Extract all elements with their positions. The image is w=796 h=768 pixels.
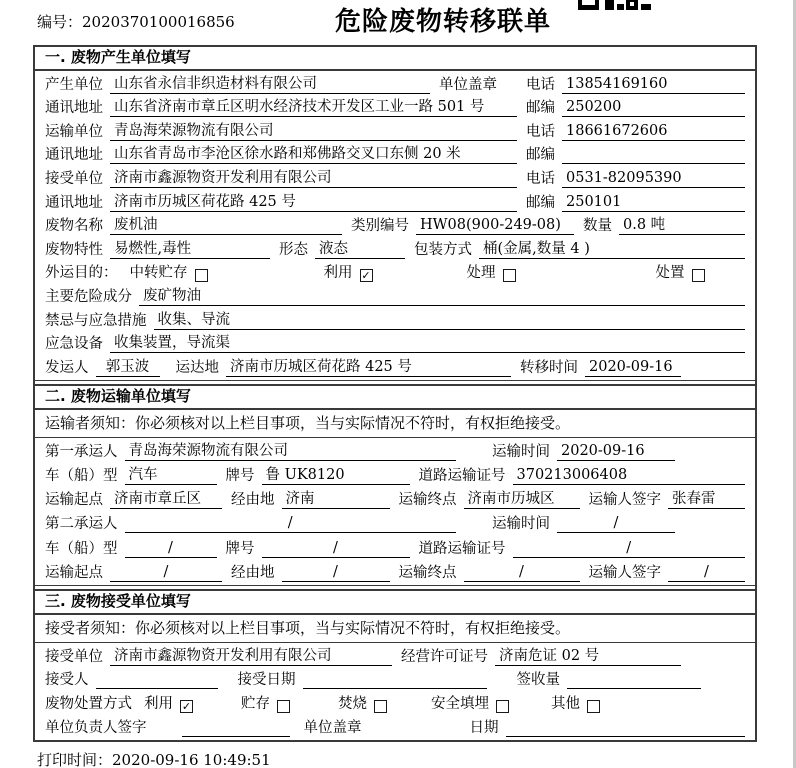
packing-value: 桶(金属,数量 4 ) <box>479 241 745 259</box>
signed-quantity-value <box>567 672 701 689</box>
zip-label: 邮编 <box>526 147 555 164</box>
purpose-option <box>656 265 705 282</box>
unit-seal-label: 单位盖章 <box>303 720 362 737</box>
plate-number-label: 牌号 <box>225 540 255 557</box>
plate-number-value: 鲁 UK8120 <box>262 467 410 485</box>
notice-text: 你必须核对以上栏目事项，当与实际情况不符时，有权拒绝接受。 <box>135 413 571 432</box>
receiver-address-value: 济南市历城区荷花路 425 号 <box>110 194 517 212</box>
destination-label: 运达地 <box>175 359 219 376</box>
row-transporter <box>35 120 755 144</box>
transfer-time-value: 2020-09-16 <box>585 359 681 377</box>
zip-label: 邮编 <box>526 194 555 211</box>
checkbox-unchecked[interactable] <box>374 700 387 713</box>
producer-unit-value: 山东省永信非织造材料有限公司 <box>110 76 430 94</box>
phone-label: 电话 <box>526 170 555 187</box>
row-producer-address <box>35 97 755 121</box>
row-taboo-measures <box>35 309 755 333</box>
first-carrier-value: 青岛海荣源物流有限公司 <box>125 443 457 461</box>
disposal-option <box>241 696 290 713</box>
destination-value: 济南市历城区荷花路 425 号 <box>226 359 511 377</box>
checkbox-checked[interactable]: ✓ <box>361 269 371 283</box>
disposal-option <box>551 696 600 713</box>
end-label: 运输终点 <box>398 492 457 509</box>
print-time-value: 2020-09-16 10:49:51 <box>112 751 271 768</box>
producer-zip-value: 250200 <box>562 99 745 117</box>
row-emergency-equipment <box>35 333 755 357</box>
producer-phone-value: 13854169160 <box>562 76 745 94</box>
print-time-label: 打印时间： <box>37 751 113 768</box>
transporter-unit-value: 青岛海荣源物流有限公司 <box>110 123 517 141</box>
shipper-value: 郭玉波 <box>96 359 160 377</box>
row-accept-person <box>35 669 755 693</box>
main-hazard-value: 废矿物油 <box>139 288 745 306</box>
end-value: 济南市历城区 <box>464 491 580 509</box>
checkbox-unchecked[interactable] <box>277 700 290 713</box>
option-label: 中转贮存 <box>129 265 188 282</box>
first-carrier-label: 第一承运人 <box>45 443 118 460</box>
second-carrier-label: 第二承运人 <box>45 516 118 533</box>
qr-code-fragment <box>578 0 652 11</box>
transporter-address-value: 山东省青岛市李沧区徐水路和郑佛路交叉口东侧 20 米 <box>110 146 517 164</box>
receiver-phone-value: 0531-82095390 <box>562 170 745 188</box>
option-label: 安全填埋 <box>431 696 489 713</box>
transport-time-value: 2020-09-16 <box>557 443 675 461</box>
purpose-option <box>130 265 208 282</box>
shipper-label: 发运人 <box>45 359 89 376</box>
option-label: 处理 <box>466 265 496 282</box>
transport-time-label: 运输时间 <box>492 516 550 533</box>
checkbox-unchecked[interactable] <box>195 269 208 282</box>
carrier-sign-value: / <box>668 564 745 582</box>
taboo-measures-label: 禁忌与应急措施 <box>45 312 147 329</box>
address-label: 通讯地址 <box>45 194 103 211</box>
carrier-sign-label: 运输人签字 <box>588 492 661 509</box>
waste-trait-label: 废物特性 <box>45 241 103 258</box>
accept-date-value <box>303 672 487 689</box>
vehicle-type-label: 车（船）型 <box>45 468 118 485</box>
purpose-label: 外运目的： <box>45 265 118 282</box>
license-label: 经营许可证号 <box>401 648 488 665</box>
origin-label: 运输起点 <box>45 492 103 509</box>
checkbox-unchecked[interactable] <box>503 269 516 282</box>
end-value: / <box>464 564 580 582</box>
accept-person-label: 接受人 <box>45 672 89 689</box>
via-value: 济南 <box>282 491 390 509</box>
phone-label: 电话 <box>526 123 555 140</box>
responsible-sign-label: 单位负责人签字 <box>45 720 147 737</box>
row-first-carrier <box>35 440 755 464</box>
via-value: / <box>282 564 390 582</box>
purpose-option <box>467 265 516 282</box>
row-accept-unit <box>35 645 755 669</box>
disposal-method-label: 废物处置方式 <box>45 696 132 713</box>
waste-name-value: 废机油 <box>110 217 342 235</box>
receiver-unit-label: 接受单位 <box>45 170 103 187</box>
row-waste-trait <box>35 238 755 262</box>
taboo-measures-value: 收集、导流 <box>154 312 746 330</box>
section2-rows <box>35 438 755 586</box>
row-receiver <box>35 167 755 191</box>
disposal-option <box>144 696 193 713</box>
section2-title: 二. 废物运输单位填写 <box>35 384 755 410</box>
serial-label: 编号： <box>37 13 83 31</box>
row-shipper <box>35 356 755 380</box>
transport-time-value: / <box>557 515 675 533</box>
notice-label: 接受者须知： <box>45 618 136 637</box>
option-label: 其他 <box>551 696 580 713</box>
section2-notice <box>35 410 755 438</box>
origin-value: / <box>110 564 222 582</box>
row-disposal-method <box>35 692 755 716</box>
row-vehicle-1 <box>35 464 755 488</box>
phone-label: 电话 <box>526 76 555 93</box>
form-value: 液态 <box>315 241 405 259</box>
option-label: 处置 <box>655 265 685 282</box>
carrier-sign-value: 张春雷 <box>668 491 745 509</box>
license-value: 济南危证 02 号 <box>495 648 681 666</box>
responsible-sign-value <box>182 720 290 737</box>
category-code-label: 类别编号 <box>351 218 409 235</box>
carrier-sign-label: 运输人签字 <box>588 564 661 581</box>
receiver-unit-value: 济南市鑫源物资开发利用有限公司 <box>110 170 517 188</box>
address-label: 通讯地址 <box>45 147 103 164</box>
vehicle-type-value: 汽车 <box>125 467 217 485</box>
row-waste-name <box>35 215 755 239</box>
section1-title: 一. 废物产生单位填写 <box>35 47 755 71</box>
emergency-equipment-value: 收集装置，导流渠 <box>110 335 745 353</box>
option-label: 贮存 <box>241 696 270 713</box>
row-vehicle-2 <box>35 536 755 560</box>
page-title: 危险废物转移联单 <box>334 7 551 37</box>
transporter-zip-value <box>562 147 745 164</box>
unit-seal-label: 单位盖章 <box>439 76 497 93</box>
form-label: 形态 <box>279 241 308 258</box>
plate-number-value: / <box>262 540 410 558</box>
option-label: 利用 <box>323 265 353 282</box>
row-producer <box>35 73 755 97</box>
sign-date-label: 日期 <box>469 720 499 737</box>
row-route-2 <box>35 561 755 585</box>
category-code-value: HW08(900-249-08) <box>416 217 574 235</box>
receiver-zip-value: 250101 <box>562 194 745 212</box>
section3-rows <box>35 643 755 740</box>
via-label: 经由地 <box>231 564 275 581</box>
zip-label: 邮编 <box>526 100 555 117</box>
origin-value: 济南市章丘区 <box>110 491 222 509</box>
checkbox-unchecked[interactable] <box>496 700 509 713</box>
second-carrier-value: / <box>125 515 457 533</box>
waste-name-label: 废物名称 <box>45 218 103 235</box>
accept-unit-value: 济南市鑫源物资开发利用有限公司 <box>110 648 392 666</box>
waste-trait-value: 易燃性,毒性 <box>110 241 270 259</box>
road-permit-value: / <box>513 540 746 558</box>
main-hazard-label: 主要危险成分 <box>45 288 132 305</box>
road-permit-label: 道路运输证号 <box>418 540 506 557</box>
checkbox-unchecked[interactable] <box>692 269 705 282</box>
purpose-option <box>324 265 373 282</box>
accept-date-label: 接受日期 <box>237 672 296 689</box>
transport-time-label: 运输时间 <box>492 443 550 460</box>
producer-address-value: 山东省济南市章丘区明水经济技术开发区工业一路 501 号 <box>110 99 517 117</box>
accept-unit-label: 接受单位 <box>45 648 103 665</box>
producer-unit-label: 产生单位 <box>45 76 103 93</box>
option-label: 焚烧 <box>338 696 367 713</box>
end-label: 运输终点 <box>398 564 457 581</box>
disposal-option <box>431 696 509 713</box>
notice-text: 你必须核对以上栏目事项，当与实际情况不符时，有权拒绝接受。 <box>135 618 571 637</box>
quantity-value: 0.8 吨 <box>619 217 745 235</box>
via-label: 经由地 <box>231 492 275 509</box>
disposal-option <box>338 696 387 713</box>
sign-date-value <box>506 720 746 737</box>
notice-label: 运输者须知： <box>45 413 136 432</box>
row-receiver-address <box>35 191 755 215</box>
quantity-label: 数量 <box>583 218 612 235</box>
origin-label: 运输起点 <box>45 564 103 581</box>
transporter-unit-label: 运输单位 <box>45 123 103 140</box>
serial-value: 2020370100016856 <box>82 13 235 31</box>
section3-notice <box>35 615 755 643</box>
signed-quantity-label: 签收量 <box>516 672 560 689</box>
row-transporter-address <box>35 144 755 168</box>
road-permit-value: 370213006408 <box>513 467 746 485</box>
address-label: 通讯地址 <box>45 100 103 117</box>
manifest-form <box>33 45 757 742</box>
checkbox-unchecked[interactable] <box>587 700 600 713</box>
accept-person-value <box>96 672 218 689</box>
row-route-1 <box>35 488 755 512</box>
row-second-carrier <box>35 512 755 536</box>
checkbox-checked[interactable]: ✓ <box>181 700 192 714</box>
road-permit-label: 道路运输证号 <box>418 468 506 485</box>
row-main-hazard <box>35 285 755 309</box>
section1-rows <box>35 71 755 381</box>
plate-number-label: 牌号 <box>225 468 255 485</box>
vehicle-type-label: 车（船）型 <box>45 540 118 557</box>
transfer-time-label: 转移时间 <box>520 359 578 376</box>
option-label: 利用 <box>144 696 173 713</box>
section3-title: 三. 废物接受单位填写 <box>35 589 755 615</box>
vehicle-type-value: / <box>125 540 217 558</box>
packing-label: 包装方式 <box>414 241 472 258</box>
row-transfer-purpose <box>35 262 755 286</box>
print-time <box>37 749 271 768</box>
row-responsible-sign <box>35 716 755 740</box>
emergency-equipment-label: 应急设备 <box>45 336 103 353</box>
transporter-phone-value: 18661672606 <box>562 123 745 141</box>
